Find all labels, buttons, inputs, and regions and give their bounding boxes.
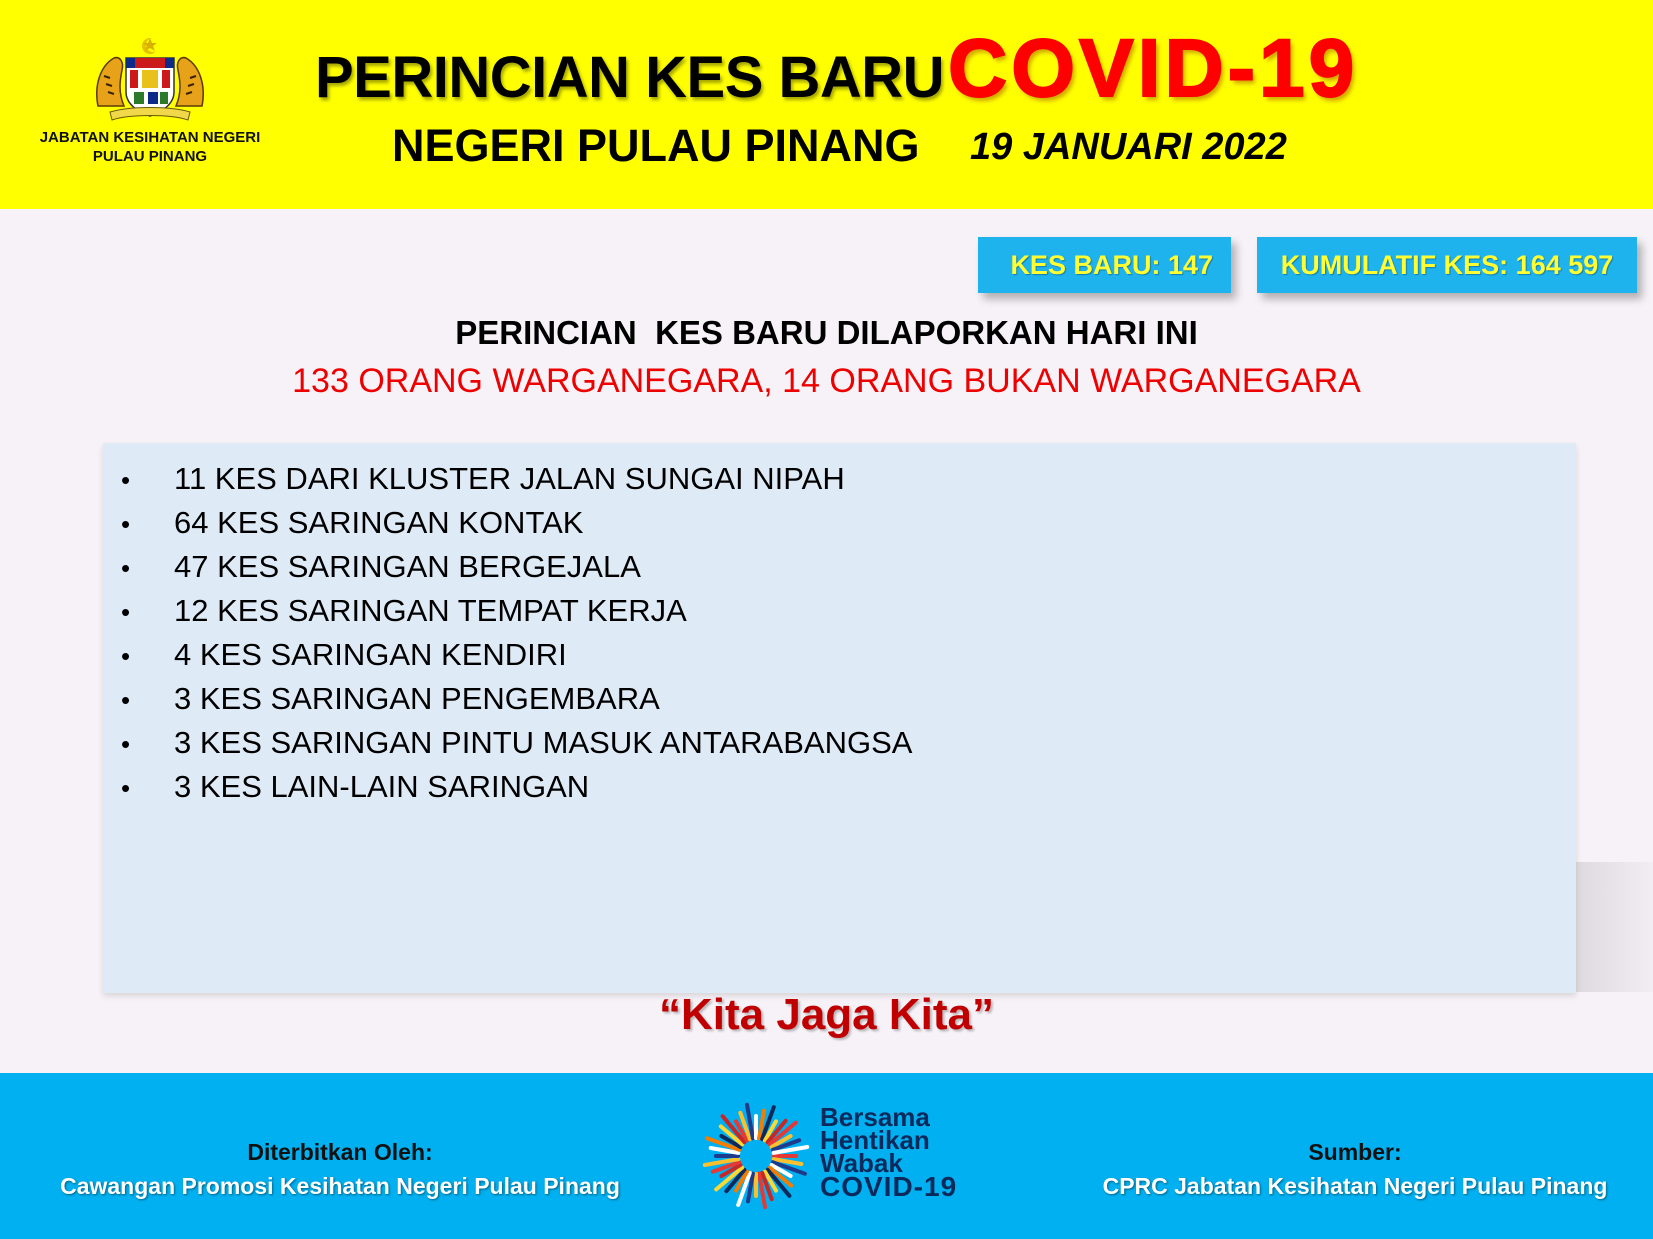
list-item-text: 11 KES DARI KLUSTER JALAN SUNGAI NIPAH: [174, 461, 845, 496]
list-item: [121, 765, 1576, 809]
state-name: NEGERI PULAU PINANG: [392, 120, 920, 171]
list-item: [121, 721, 1576, 765]
agency-name-line1: JABATAN KESIHATAN NEGERI: [39, 129, 261, 146]
list-item-text: 3 KES LAIN-LAIN SARINGAN: [174, 769, 590, 804]
campaign-text: [820, 1102, 958, 1202]
case-breakdown-list: [103, 443, 1576, 809]
header-banner: [0, 0, 1653, 209]
agency-name: [20, 128, 280, 166]
list-item: [121, 501, 1576, 545]
slogan: “Kita Jaga Kita”: [659, 990, 994, 1039]
bullet-icon: •: [121, 509, 131, 539]
list-item-text: 3 KES SARINGAN PENGEMBARA: [174, 681, 660, 716]
list-item-text: 12 KES SARINGAN TEMPAT KERJA: [174, 593, 687, 628]
page-title: PERINCIAN KES BARU: [315, 45, 945, 110]
agency-logo: [20, 36, 280, 176]
bullet-icon: •: [121, 641, 131, 671]
campaign-line4: COVID-19: [820, 1171, 958, 1202]
source-name: CPRC Jabatan Kesihatan Negeri Pulau Pinang: [1102, 1173, 1608, 1199]
bullet-icon: •: [121, 465, 131, 495]
new-cases-badge: KES BARU: 147: [978, 237, 1231, 293]
publisher-label: Diterbitkan Oleh:: [247, 1139, 433, 1165]
source-block: [1090, 1135, 1620, 1203]
footer-banner: [0, 1073, 1653, 1239]
source-label: Sumber:: [1308, 1139, 1402, 1165]
agency-name-line2: PULAU PINANG: [92, 148, 208, 165]
list-item: [121, 633, 1576, 677]
bullet-icon: •: [121, 685, 131, 715]
publisher-name: Cawangan Promosi Kesihatan Negeri Pulau Pinang: [60, 1173, 620, 1199]
report-date: 19 JANUARI 2022: [970, 126, 1287, 168]
bullet-icon: •: [121, 729, 131, 759]
list-item: [121, 677, 1576, 721]
campaign-line3: Wabak: [820, 1148, 903, 1178]
covid-title: COVID-19: [948, 23, 1359, 114]
cumulative-cases-badge: KUMULATIF KES: 164 597: [1257, 237, 1637, 293]
case-breakdown-box: [103, 443, 1576, 993]
burst-starburst-icon: [698, 1098, 814, 1214]
campaign-logo: [698, 1098, 968, 1218]
bullet-icon: •: [121, 553, 131, 583]
campaign-line2: Hentikan: [820, 1125, 930, 1155]
bullet-icon: •: [121, 597, 131, 627]
list-item-text: 4 KES SARINGAN KENDIRI: [174, 637, 567, 672]
list-item-text: 64 KES SARINGAN KONTAK: [174, 505, 584, 540]
list-item-text: 47 KES SARINGAN BERGEJALA: [174, 549, 641, 584]
list-item: [121, 545, 1576, 589]
section-title: PERINCIAN KES BARU DILAPORKAN HARI INI: [455, 314, 1198, 351]
publisher-block: [40, 1135, 640, 1203]
bullet-icon: •: [121, 773, 131, 803]
list-item-text: 3 KES SARINGAN PINTU MASUK ANTARABANGSA: [174, 725, 913, 760]
list-item: [121, 589, 1576, 633]
campaign-line1: Bersama: [820, 1102, 930, 1132]
list-item: [121, 457, 1576, 501]
malaysia-coat-of-arms-icon: [90, 36, 210, 122]
section-subtitle: 133 ORANG WARGANEGARA, 14 ORANG BUKAN WARGANEGARA: [292, 362, 1361, 400]
